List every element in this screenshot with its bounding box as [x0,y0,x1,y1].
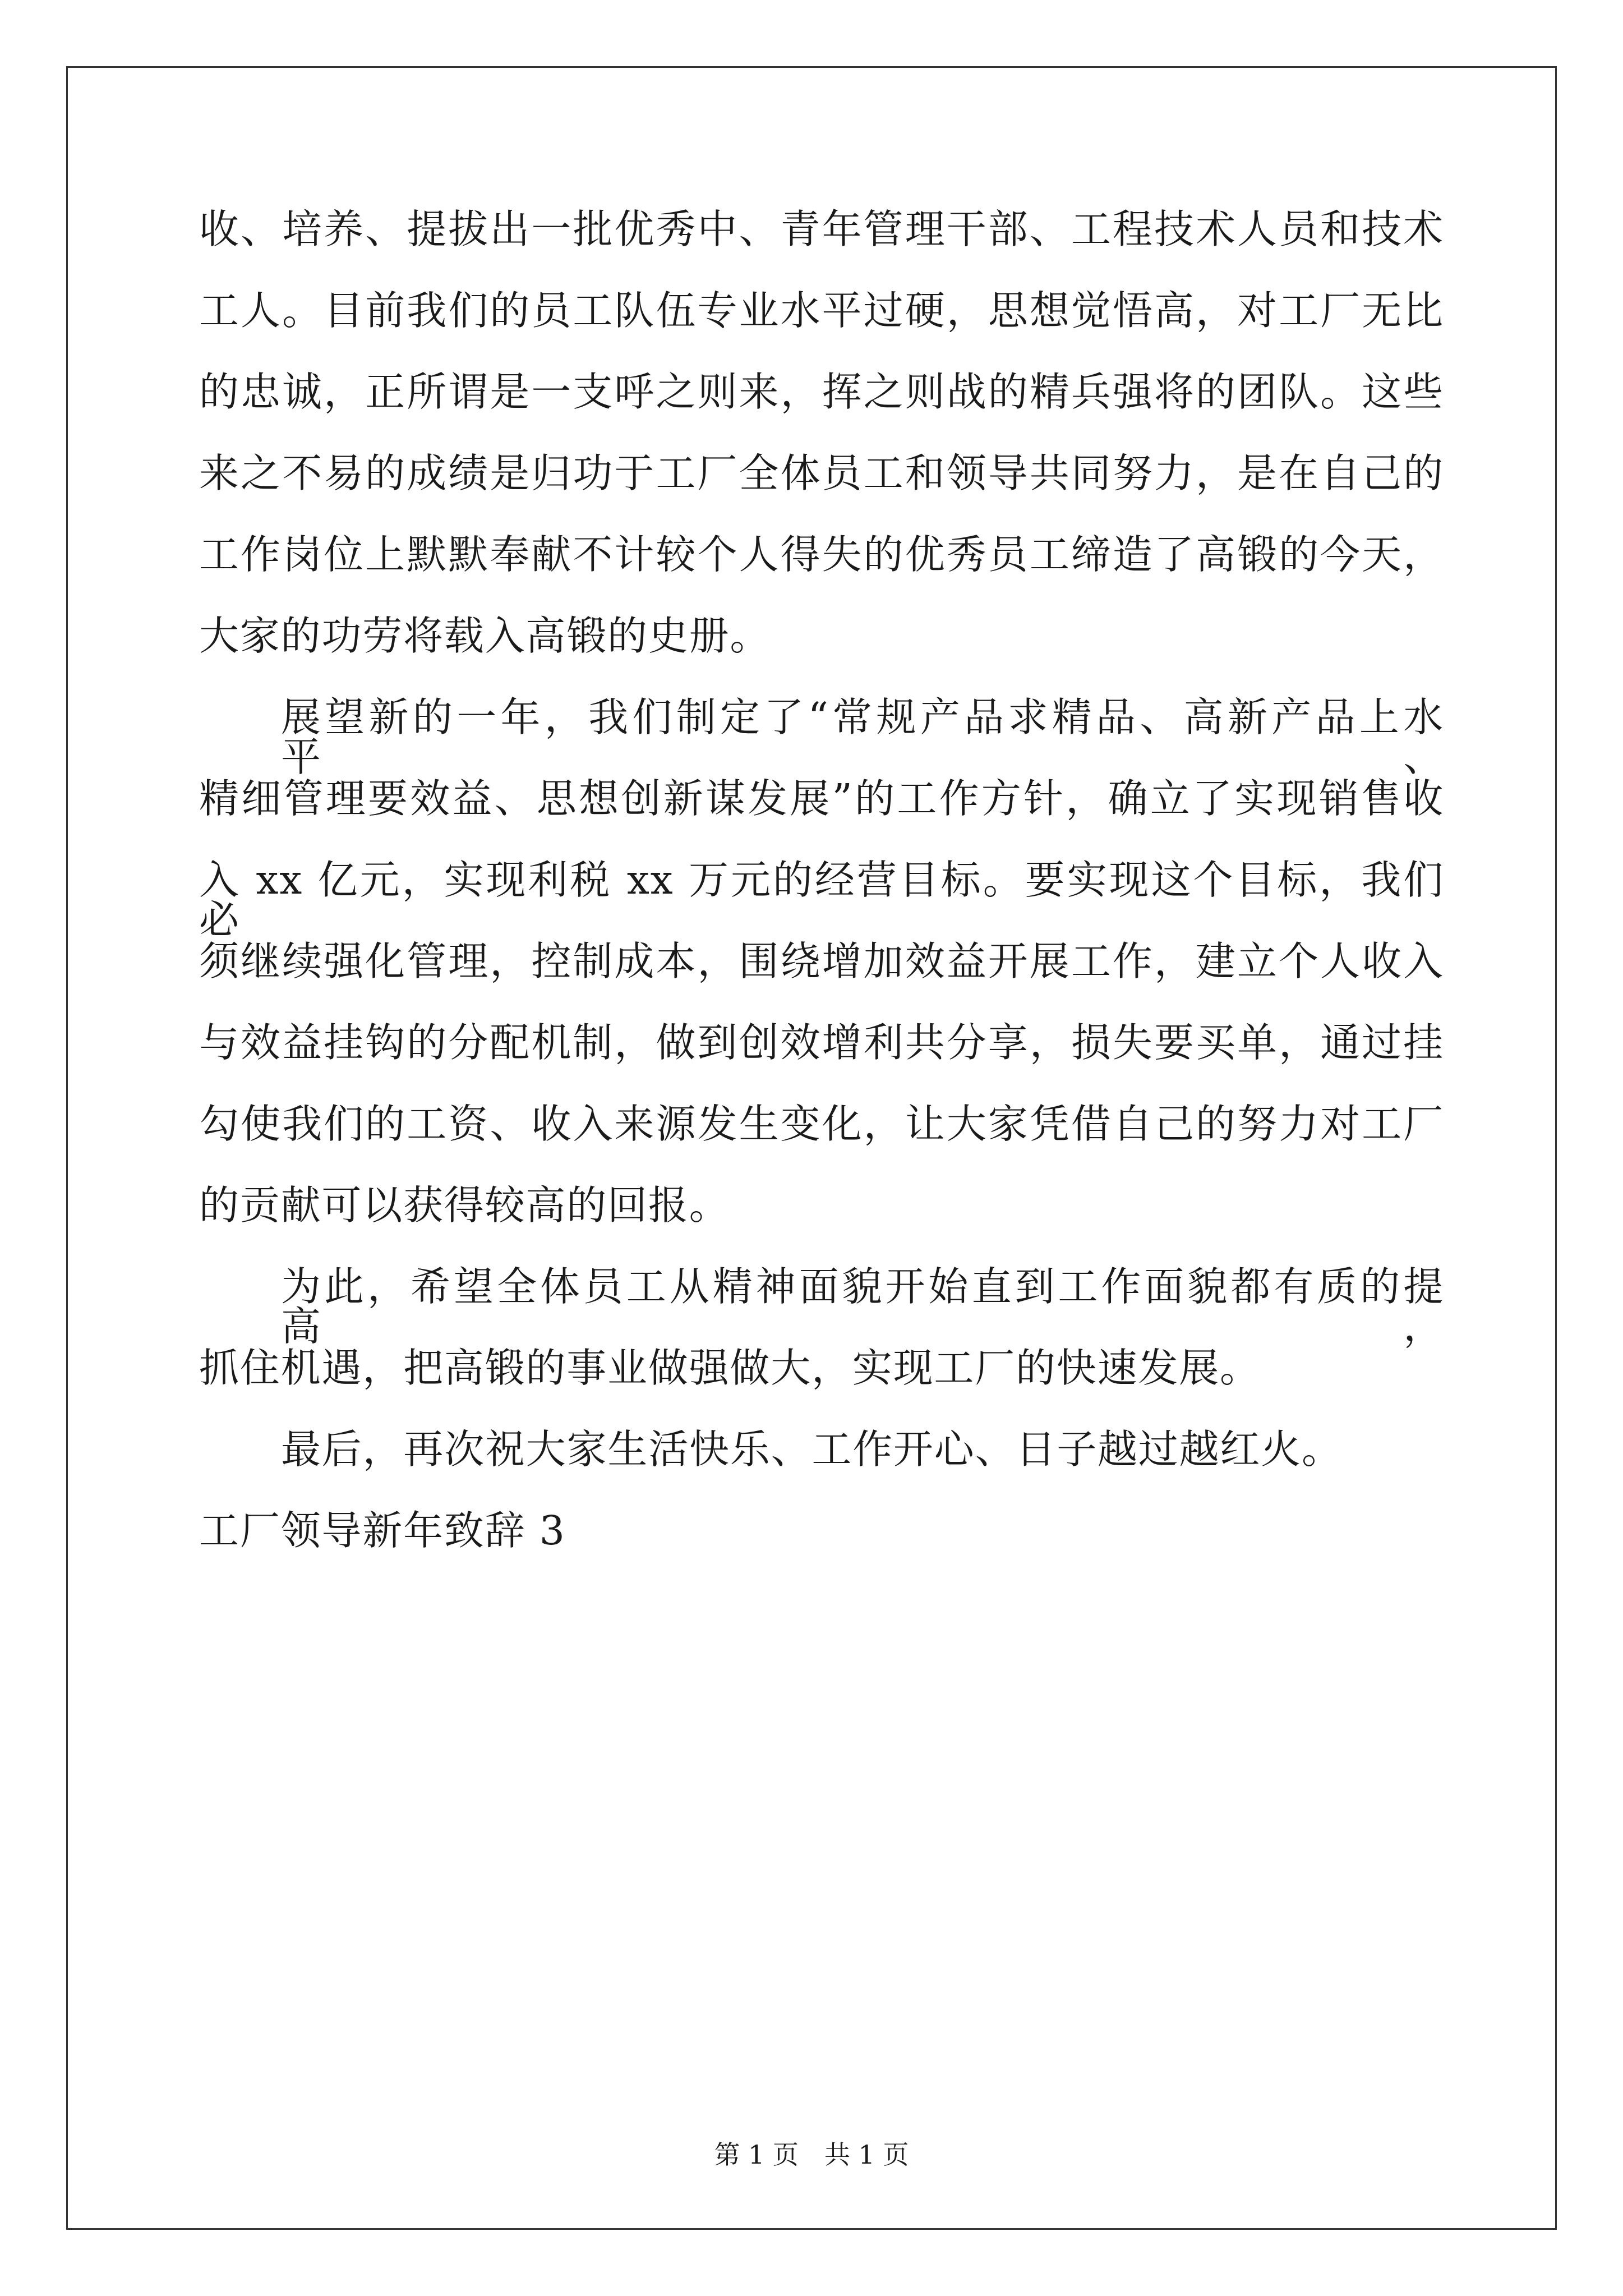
paragraph-start-line: 展望新的一年，我们制定了“常规产品求精品、高新产品上水平、 [281,694,1444,780]
text-line: 大家的功劳将载入高锻的史册。 [199,613,771,659]
text-line: 入 xx 亿元，实现利税 xx 万元的经营目标。要实现这个目标，我们必 [199,857,1444,943]
text-line: 的贡献可以获得较高的回报。 [199,1182,730,1228]
text-line: 的忠诚，正所谓是一支呼之则来，挥之则战的精兵强将的团队。这些 [199,369,1444,415]
text-line: 与效益挂钩的分配机制，做到创效增利共分享，损失要买单，通过挂 [199,1019,1444,1066]
paragraph-start-line: 为此，希望全体员工从精神面貌开始直到工作面貌都有质的提高， [281,1263,1444,1350]
text-line: 工作岗位上默默奉献不计较个人得失的优秀员工缔造了高锻的今天， [199,531,1444,578]
text-line: 抓住机遇，把高锻的事业做强做大，实现工厂的快速发展。 [199,1345,1261,1391]
text-line: 工人。目前我们的员工队伍专业水平过硬，思想觉悟高，对工厂无比 [199,287,1444,334]
text-line: 来之不易的成绩是归功于工厂全体员工和领导共同努力，是在自己的 [199,450,1444,496]
page-footer: 第 1 页 共 1 页 [714,2139,909,2170]
text-line: 须继续强化管理，控制成本，围绕增加效益开展工作，建立个人收入 [199,938,1444,984]
section-heading: 工厂领导新年致辞 3 [199,1507,566,1554]
paragraph-start-line: 最后，再次祝大家生活快乐、工作开心、日子越过越红火。 [281,1426,1343,1473]
text-line: 精细管理要效益、思想创新谋发展”的工作方针，确立了实现销售收 [199,775,1444,822]
text-line: 勾使我们的工资、收入来源发生变化，让大家凭借自己的努力对工厂 [199,1101,1444,1147]
text-line: 收、培养、提拔出一批优秀中、青年管理干部、工程技术人员和技术 [199,206,1444,252]
